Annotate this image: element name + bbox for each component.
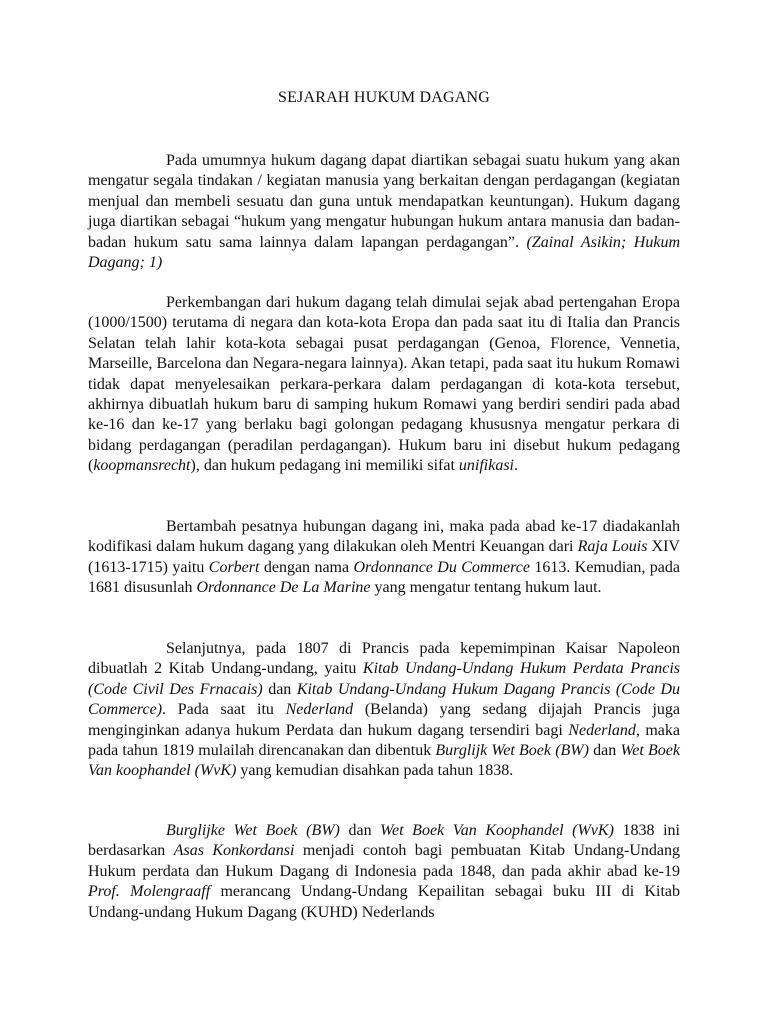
- italic-text-segment: Nederland: [568, 721, 636, 739]
- text-segment: dan: [262, 680, 297, 698]
- italic-text-segment: Kitab Undang-Undang Hukum Dagang Prancis (Code Du Commerce): [88, 680, 680, 719]
- document-page: [88, 0, 680, 1024]
- italic-text-segment: Raja Louis: [577, 538, 648, 556]
- text-segment: ), dan hukum pedagang ini memiliki sifat: [190, 457, 459, 475]
- italic-text-segment: koopmansrecht: [93, 457, 191, 475]
- text-segment: menjadi contoh bagi pembuatan Kitab Undang-Undang Hukum perdata dan Hukum Dagang di Indonesia pada 1848, dan pada akhir abad ke-19: [88, 842, 680, 880]
- text-segment: 1838 ini berdasarkan: [88, 822, 681, 860]
- text-segment: .: [514, 457, 518, 475]
- text-segment: (Belanda) yang sedang dijajah Prancis juga menginginkan adanya hukum Perdata dan hukum dagang tersendiri bagi: [88, 701, 680, 739]
- italic-text-segment: Nederland: [285, 701, 354, 719]
- text-segment: yang kemudian disahkan pada tahun 1838.: [236, 762, 514, 780]
- paragraph-3: [88, 517, 680, 599]
- text-segment: dan: [339, 822, 381, 839]
- italic-text-segment: Burglijke Wet Boek (BW): [166, 822, 340, 839]
- text-segment: , maka pada tahun 1819 mulailah direncanakan dan dibentuk: [88, 721, 681, 760]
- italic-text-segment: Corbert: [208, 558, 260, 576]
- paragraph-2: [88, 293, 680, 477]
- text-segment: merancang Undang-Undang Kepailitan sebagai buku III di Kitab Undang-undang Hukum Dagang (KUHD) Nederlands: [88, 883, 681, 921]
- italic-text-segment: Wet Boek Van Koophandel (WvK): [380, 822, 614, 839]
- italic-text-segment: Kitab Undang-Undang Hukum Perdata Prancis (Code Civil Des Frnacais): [88, 660, 681, 698]
- text-segment: XIV (1613-1715) yaitu: [88, 538, 680, 576]
- italic-text-segment: Burglijk Wet Boek (BW): [435, 742, 589, 760]
- paragraph-4: [88, 639, 680, 782]
- italic-text-segment: Prof. Molengraaff: [88, 883, 211, 901]
- text-segment: dengan nama: [259, 558, 354, 576]
- italic-text-segment: Asas Konkordansi: [173, 842, 295, 860]
- text-segment: 1613. Kemudian, pada 1681 disusunlah: [88, 558, 681, 597]
- text-segment: Pada umumnya hukum dagang dapat diartikan sebagai suatu hukum yang akan mengatur segala tindakan / kegiatan manusia yang berkaitan dengan perdagangan (kegiatan menjual dan membeli sesuatu dan guna untuk mendapatkan keuntungan). Hukum dagang juga diartikan sebagai “hukum yang mengatur hubungan hukum antara manusia dan badan-badan hukum satu sama lainnya dalam lapangan perdagangan”.: [88, 152, 680, 251]
- text-segment: dan: [588, 742, 621, 760]
- paragraph-1: [88, 151, 680, 273]
- text-segment: Bertambah pesatnya hubungan dagang ini, maka pada abad ke-17 diadakanlah kodifikasi dalam hukum dagang yang dilakukan oleh Mentri Keuangan dari: [88, 518, 680, 556]
- text-segment: Selanjutnya, pada 1807 di Prancis pada kepemimpinan Kaisar Napoleon dibuatlah 2 Kitab Undang-undang, yaitu: [88, 640, 680, 678]
- paragraph-5: [88, 821, 680, 923]
- document-title: SEJARAH HUKUM DAGANG: [277, 89, 490, 106]
- italic-text-segment: Wet Boek Van koophandel (WvK): [88, 742, 681, 780]
- italic-text-segment: unifikasi: [458, 457, 514, 475]
- italic-text-segment: Ordonnance De La Marine: [196, 579, 371, 597]
- text-segment: Perkembangan dari hukum dagang telah dimulai sejak abad pertengahan Eropa (1000/1500) terutama di negara dan kota-kota Eropa dan pada saat itu di Italia dan Prancis Selatan telah lahir kota-kota sebagai pusat perdagangan (Genoa, Florence, Vennetia, Marseille, Barcelona dan Negara-negara lainnya). Akan tetapi, pada saat itu hukum Romawi tidak dapat menyelesaikan perkara-perkara dalam perdagangan di kota-kota tersebut, akhirnya dibuatlah hukum baru di samping hukum Romawi yang berdiri sendiri pada abad ke-16 dan ke-17 yang berlaku bagi golongan pedagang khususnya mengatur perkara di bidang perdagangan (peradilan perdagangan). Hukum baru ini disebut hukum pedagang (: [88, 294, 680, 475]
- italic-text-segment: (Zainal Asikin; Hukum Dagang; 1): [88, 233, 681, 272]
- text-segment: . Pada saat itu: [162, 701, 286, 719]
- italic-text-segment: Ordonnance Du Commerce: [353, 558, 530, 576]
- text-segment: yang mengatur tentang hukum laut.: [370, 579, 602, 597]
